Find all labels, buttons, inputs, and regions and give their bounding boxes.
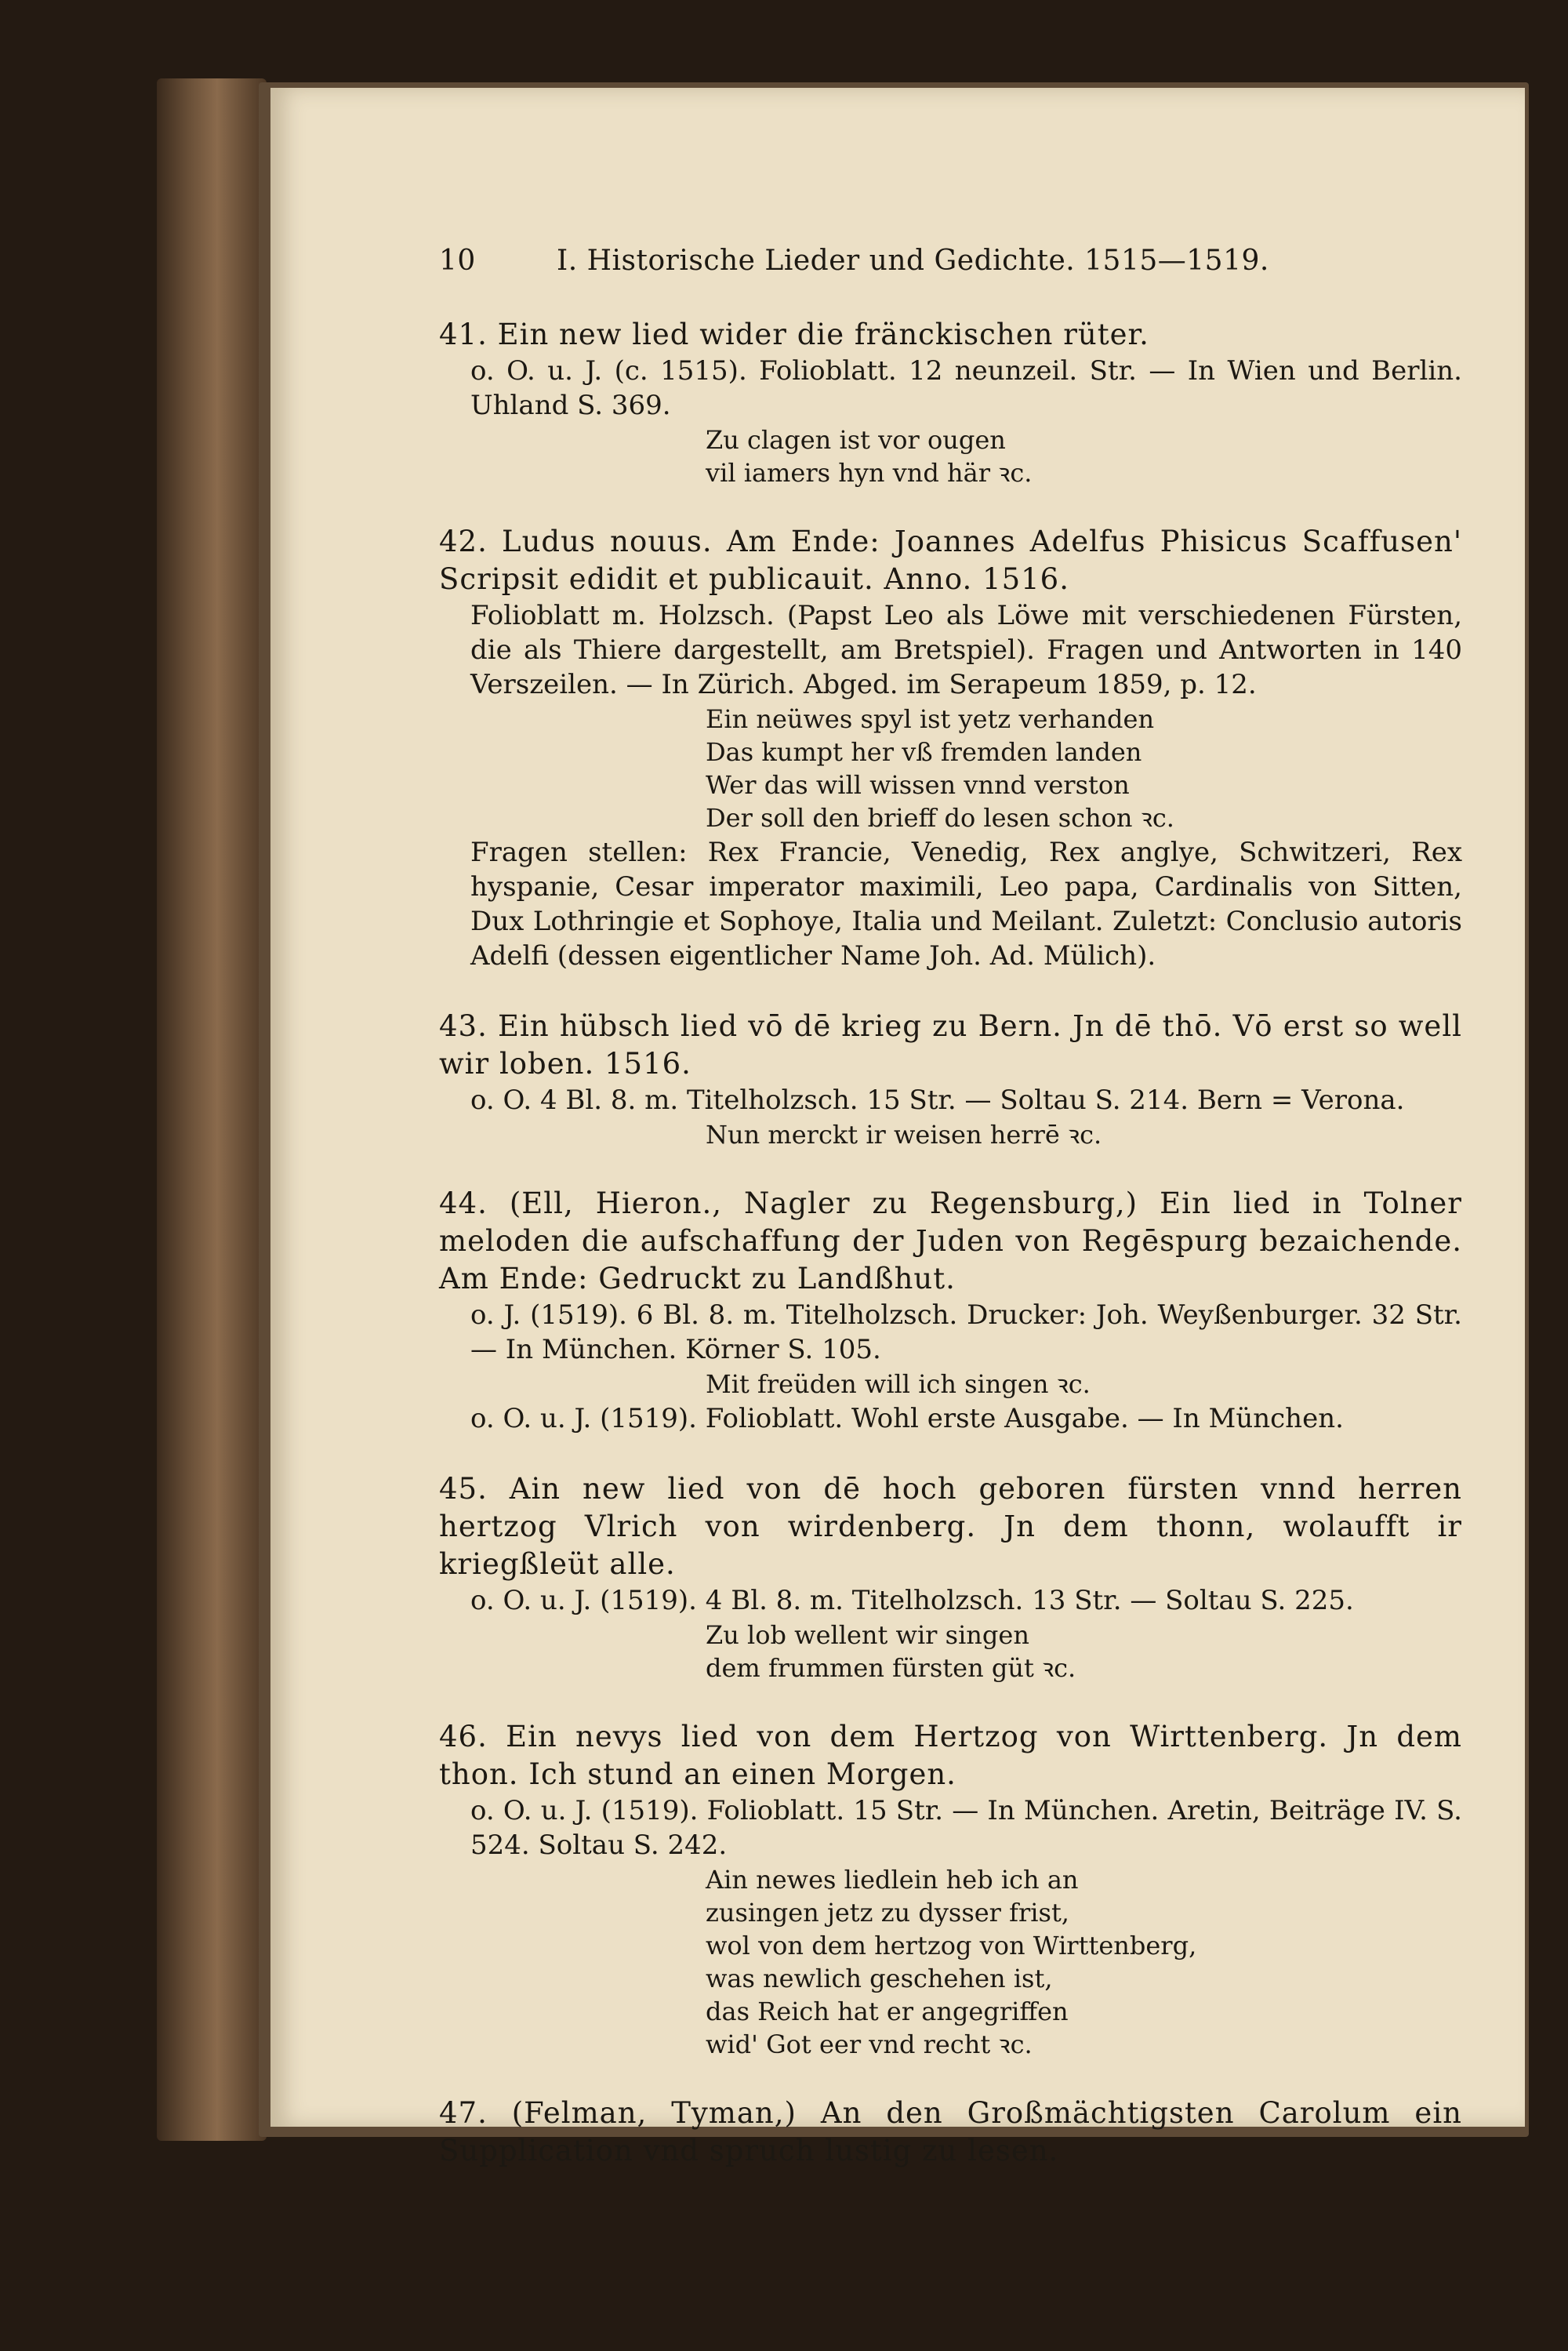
- verse-line: Das kumpt her vß fremden landen: [706, 737, 1142, 767]
- running-title: I. Historische Lieder und Gedichte. 1515—1519.: [557, 245, 1269, 277]
- entry-bibliographic-note: o. O. u. J. (c. 1515). Folioblatt. 12 neunzeil. Str. — In Wien und Berlin. Uhland S. 369.: [470, 355, 1462, 421]
- entry-43: [439, 1008, 1462, 1150]
- verse-line: Mit freüden will ich singen ꝛc.: [706, 1369, 1091, 1399]
- verse-line: zusingen jetz zu dysser frist,: [706, 1898, 1069, 1928]
- verse-line: was newlich geschehen ist,: [706, 1964, 1053, 1993]
- entry-commentary: Fragen stellen: Rex Francie, Venedig, Rex anglye, Schwitzeri, Rex hyspanie, Cesar imperator maximili, Leo papa, Cardinalis von Sitten, Dux Lothringie et Sophoye, Italia und Meilant. Zuletzt: Conclusio autoris Adelfi (dessen eigentlicher Name Joh. Ad. Mülich).: [470, 837, 1462, 972]
- entry-bibliographic-note: Folioblatt m. Holzsch. (Papst Leo als Löwe mit verschiedenen Fürsten, die als Thiere dargestellt, am Bretspiel). Fragen und Antworten in 140 Verszeilen. — In Zürich. Abged. im Serapeum 1859, p. 12.: [470, 600, 1462, 700]
- entry-bibliographic-note: o. O. u. J. (1519). Folioblatt. 15 Str. — In München. Aretin, Beiträge IV. S. 524. Soltau S. 242.: [470, 1795, 1462, 1861]
- entry-41: [439, 316, 1462, 489]
- entry-title: 45. Ain new lied von dē hoch geboren fürsten vnnd herren hertzog Vlrich von wirdenberg. Jn dem thonn, wolaufft ir kriegßleüt alle.: [439, 1472, 1462, 1581]
- verse-line: Zu clagen ist vor ougen: [706, 425, 1006, 455]
- entry-42: [439, 523, 1462, 973]
- verse-line: wol von dem hertzog von Wirttenberg,: [706, 1931, 1197, 1960]
- page-content: [439, 245, 1462, 2204]
- entry-46: [439, 1718, 1462, 2060]
- verse-line: Wer das will wissen vnnd verston: [706, 770, 1130, 800]
- verse-line: vil iamers hyn vnd här ꝛc.: [706, 458, 1033, 488]
- running-header: [439, 245, 1462, 316]
- entry-bibliographic-note: o. J. (1519). 6 Bl. 8. m. Titelholzsch. Drucker: Joh. Weyßenburger. 32 Str. — In München. Körner S. 105.: [470, 1299, 1462, 1365]
- verse-line: das Reich hat er angegriffen: [706, 1997, 1069, 2026]
- verse-line: Zu lob wellent wir singen: [706, 1620, 1029, 1650]
- entry-title: 42. Ludus nouus. Am Ende: Joannes Adelfus Phisicus Scaffusen' Scripsit edidit et publicauit. Anno. 1516.: [439, 525, 1462, 596]
- entry-bibliographic-note: o. O. u. J. (1519). 4 Bl. 8. m. Titelholzsch. 13 Str. — Soltau S. 225.: [470, 1585, 1354, 1616]
- entry-title: 46. Ein nevys lied von dem Hertzog von Wirttenberg. Jn dem thon. Ich stund an einen Morgen.: [439, 1720, 1462, 1791]
- verse-line: Ein neüwes spyl ist yetz verhanden: [706, 704, 1155, 734]
- verse-line: Ain newes liedlein heb ich an: [706, 1865, 1079, 1895]
- verse-line: Nun merckt ir weisen herrē ꝛc.: [706, 1120, 1102, 1150]
- book-page: [270, 88, 1525, 2167]
- entry-title: 44. (Ell, Hieron., Nagler zu Regensburg,) Ein lied in Tolner meloden die aufschaffung der Juden von Regēspurg bezaichende. Am Ende: Gedruckt zu Landßhut.: [439, 1186, 1462, 1295]
- page-number: 10: [439, 245, 476, 277]
- entry-title: 47. (Felman, Tyman,) An den Großmächtigsten Carolum ein Supplication vnd spruch lustig zu lesen.: [439, 2096, 1462, 2167]
- book-binding: [157, 78, 267, 2141]
- entry-title: 41. Ein new lied wider die fränckischen rüter.: [439, 318, 1149, 351]
- entry-bibliographic-note: o. O. 4 Bl. 8. m. Titelholzsch. 15 Str. — Soltau S. 214. Bern = Verona.: [470, 1085, 1405, 1116]
- entry-47: [439, 2095, 1462, 2170]
- verse-line: wid' Got eer vnd recht ꝛc.: [706, 2029, 1033, 2059]
- entry-44: [439, 1185, 1462, 1436]
- entry-45: [439, 1470, 1462, 1684]
- entry-title: 43. Ein hübsch lied vō dē krieg zu Bern. Jn dē thō. Vō erst so well wir loben. 1516.: [439, 1009, 1462, 1081]
- entry-commentary: o. O. u. J. (1519). Folioblatt. Wohl erste Ausgabe. — In München.: [470, 1403, 1344, 1434]
- verse-line: dem frummen fürsten güt ꝛc.: [706, 1653, 1076, 1683]
- verse-line: Der soll den brieff do lesen schon ꝛc.: [706, 803, 1174, 833]
